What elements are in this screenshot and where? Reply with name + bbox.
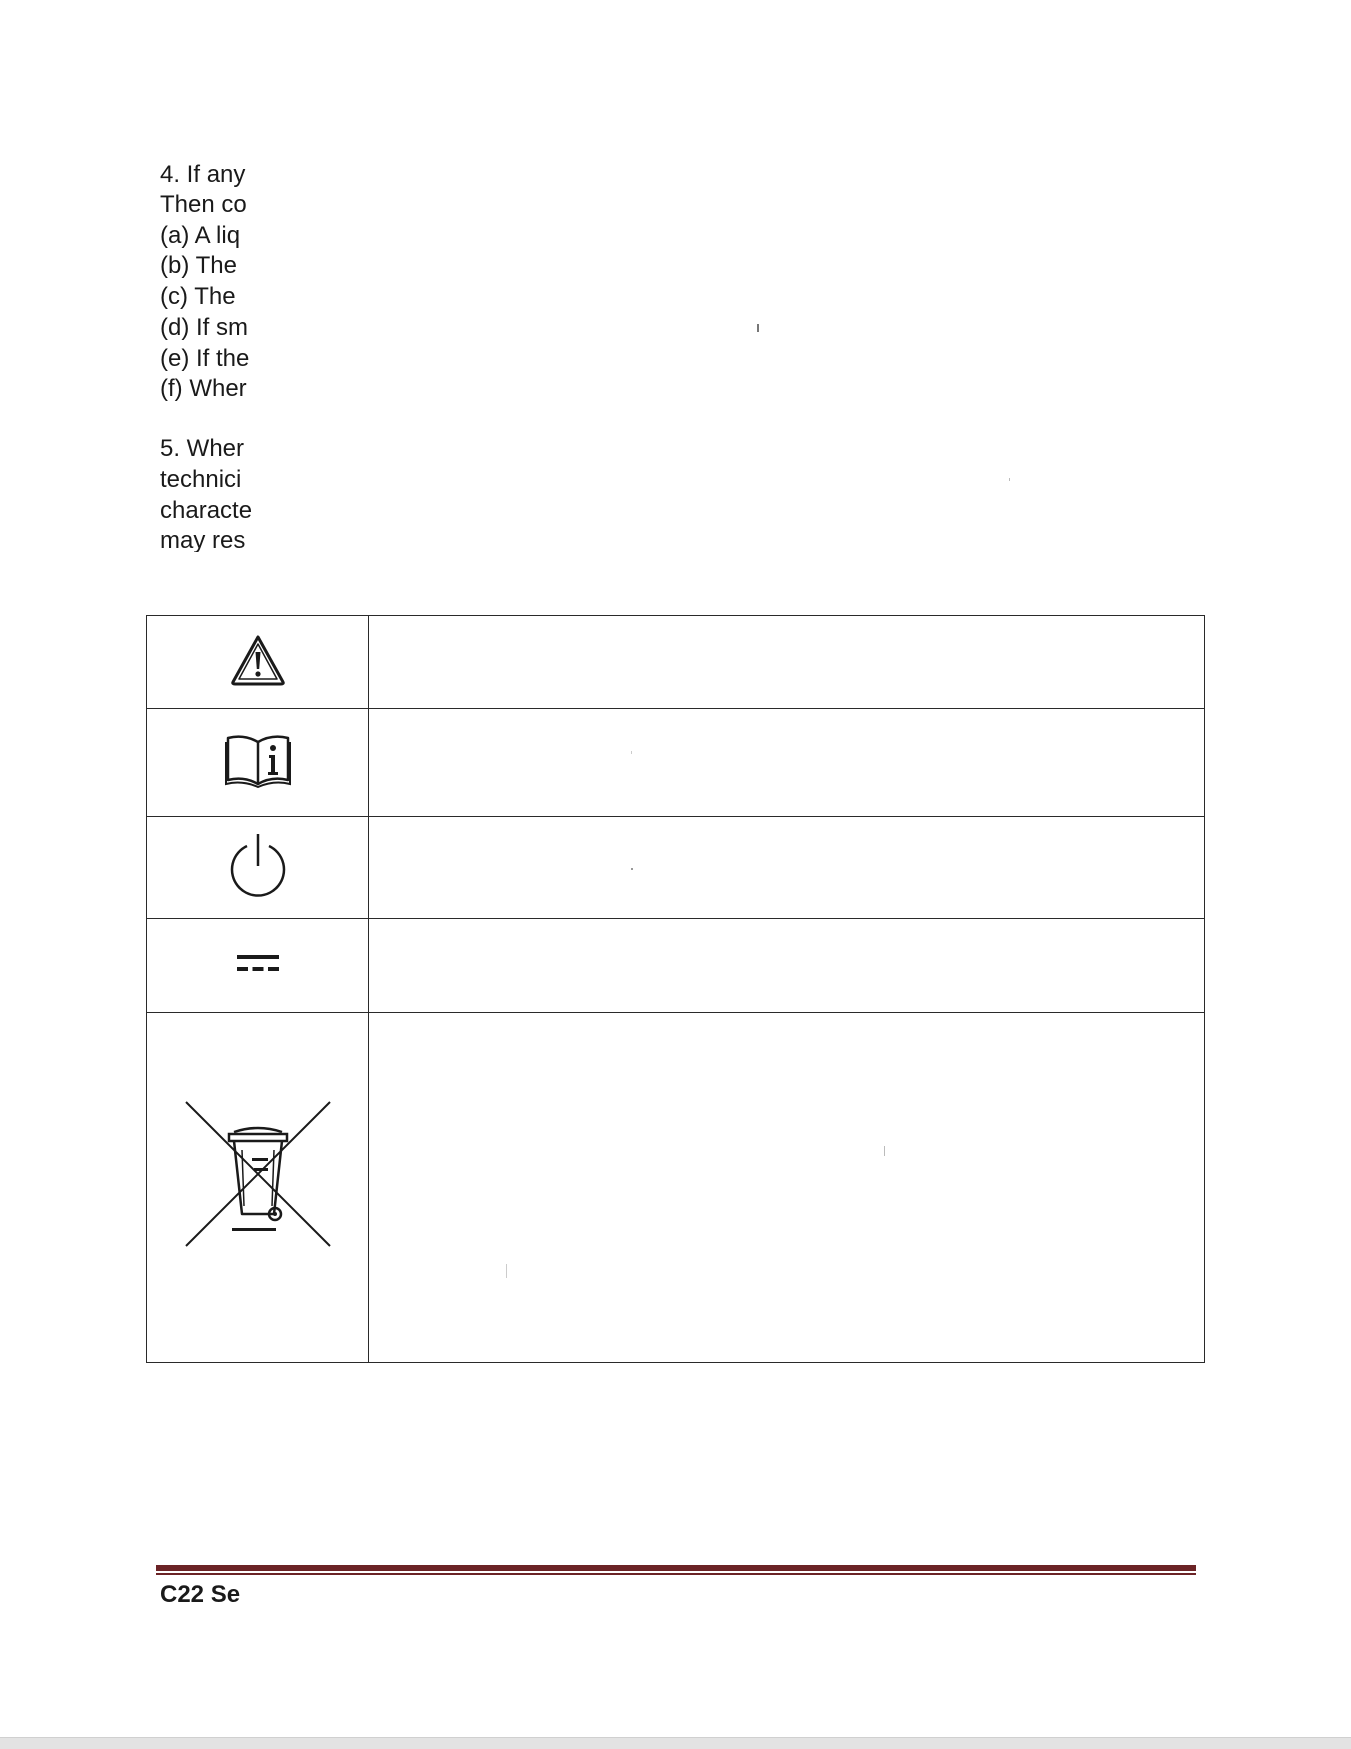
section5-line-2: technici: [160, 466, 242, 493]
footer-title: C22 Se: [160, 1581, 241, 1608]
table-column-divider: [368, 616, 369, 1362]
section4-line-6: (d) If sm: [160, 314, 248, 341]
warning-triangle-icon: [229, 633, 287, 692]
symbols-table: [146, 615, 1205, 1363]
section5-line-4: may res: [160, 527, 246, 552]
table-row: [147, 616, 368, 708]
section4-line-2: Then co: [160, 191, 247, 218]
table-cell-description: [371, 708, 1204, 816]
table-cell-description: [371, 816, 1204, 918]
table-cell-description: [371, 918, 1204, 1012]
power-icon: [227, 832, 289, 903]
direct-current-icon: [236, 951, 280, 980]
footer-rule: [156, 1565, 1196, 1571]
table-row: [147, 1012, 368, 1362]
viewer-bottom-edge: [0, 1737, 1351, 1749]
section5-line-3: characte: [160, 497, 253, 524]
section4-line-4: (b) The: [160, 252, 237, 279]
section4-line-5: (c) The: [160, 283, 236, 310]
scan-speck: [884, 1146, 885, 1156]
section5-line-1: 5. Wher: [160, 435, 245, 462]
footer-rule-thin: [156, 1573, 1196, 1575]
scan-speck: [1009, 478, 1010, 481]
table-row: [147, 918, 368, 1012]
section4-line-1: 4. If any: [160, 161, 246, 188]
weee-crossed-bin-icon: [182, 1098, 334, 1255]
section4-line-7: (e) If the: [160, 345, 250, 372]
scan-speck: [506, 1264, 507, 1278]
table-cell-description: [371, 1012, 1204, 1362]
scan-speck: [757, 324, 759, 332]
scan-speck: [631, 751, 632, 754]
section4-line-8: (f) Wher: [160, 375, 247, 402]
manual-info-icon: [224, 732, 292, 793]
scan-speck: [631, 868, 633, 870]
table-row: [147, 816, 368, 918]
table-row: [147, 708, 368, 816]
table-cell-description: [371, 616, 1204, 708]
section4-line-3: (a) A liq: [160, 222, 241, 249]
